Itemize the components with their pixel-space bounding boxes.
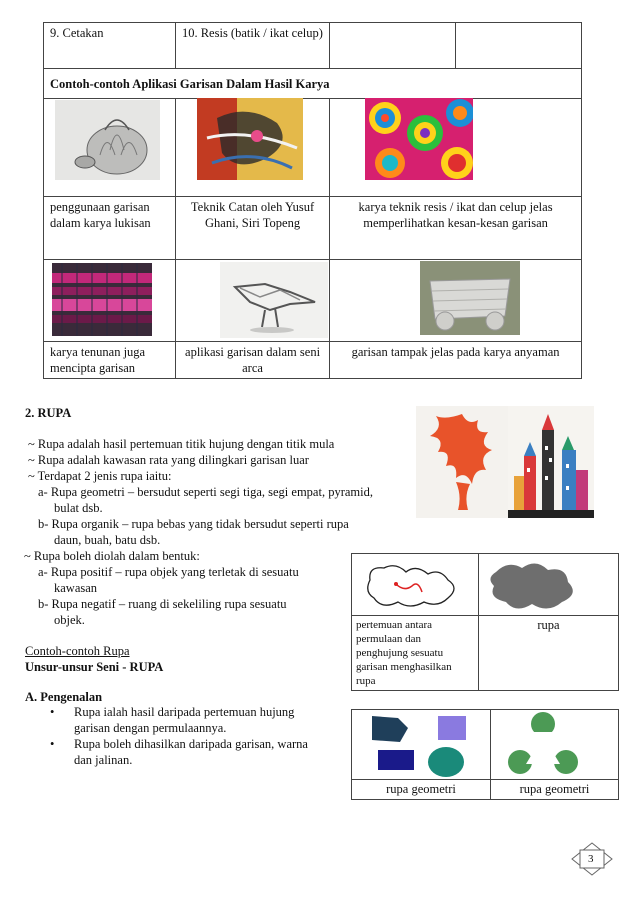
bullet-dot-1: • xyxy=(50,705,55,719)
rupa-line-2: ~ Rupa adalah kawasan rata yang dilingkari garisan luar xyxy=(28,453,309,467)
rupa-line-6: b- Rupa organik – rupa bebas yang tidak bersudut seperti rupa xyxy=(38,517,349,531)
basket-image xyxy=(420,261,520,335)
rupa-line-5: bulat dsb. xyxy=(54,501,103,515)
caption-lukisan: penggunaan garisan dalam karya lukisan xyxy=(44,197,176,260)
tie-dye-image xyxy=(365,98,473,180)
organic-shape-art-image xyxy=(416,406,508,518)
bullet-dot-2: • xyxy=(50,737,55,751)
negative-triangle-image xyxy=(508,712,578,778)
rupa-line-4: a- Rupa geometri – bersudut seperti segi tiga, segi empat, pyramid, xyxy=(38,485,373,499)
pengenalan-heading: A. Pengenalan xyxy=(25,690,103,704)
caption-arca: aplikasi garisan dalam seni arca xyxy=(175,342,329,379)
bird-sculpture-image xyxy=(220,262,328,338)
caption-resis: karya teknik resis / ikat dan celup jelas memperlihatkan kesan-kesan garisan xyxy=(330,197,582,260)
geometric-shapes-image xyxy=(368,714,468,780)
bullet-1-line-1: Rupa ialah hasil daripada pertemuan hujung xyxy=(74,705,295,719)
contoh-rupa-link[interactable]: Contoh-contoh Rupa xyxy=(25,644,130,658)
rupa-heading: 2. RUPA xyxy=(25,406,72,420)
cell-cetakan: 9. Cetakan xyxy=(44,23,176,69)
organic-blob-image xyxy=(482,558,582,614)
cell-resis: 10. Resis (batik / ikat celup) xyxy=(175,23,329,69)
box2-caption-right: rupa geometri xyxy=(491,780,619,800)
table-heading: Contoh-contoh Aplikasi Garisan Dalam Hasil Karya xyxy=(44,69,582,99)
geometric-city-art-image xyxy=(508,406,594,518)
box2-caption-left: rupa geometri xyxy=(352,780,491,800)
page-number: 3 xyxy=(588,853,594,865)
unsur-seni-link[interactable]: Unsur-unsur Seni - RUPA xyxy=(25,660,164,674)
rupa-line-12: objek. xyxy=(54,613,85,627)
rupa-line-11: b- Rupa negatif – ruang di sekeliling rupa sesuatu xyxy=(38,597,287,611)
rupa-line-10: kawasan xyxy=(54,581,98,595)
garlic-drawing-image xyxy=(55,100,160,180)
weaving-image xyxy=(52,263,152,336)
caption-catan: Teknik Catan oleh Yusuf Ghani, Siri Topeng xyxy=(175,197,329,260)
box1-caption-left: pertemuan antara permulaan dan penghujung sesuatu garisan menghasilkan rupa xyxy=(352,616,479,691)
bullet-2-line-1: Rupa boleh dihasilkan daripada garisan, warna xyxy=(74,737,308,751)
bullet-2-line-2: dan jalinan. xyxy=(74,753,133,767)
rupa-line-3: ~ Terdapat 2 jenis rupa iaitu: xyxy=(28,469,172,483)
rupa-line-1: ~ Rupa adalah hasil pertemuan titik hujung dengan titik mula xyxy=(28,437,335,451)
closed-line-shape-image xyxy=(360,558,468,614)
cell-empty-1 xyxy=(330,23,456,69)
rupa-line-9: a- Rupa positif – rupa objek yang terletak di sesuatu xyxy=(38,565,299,579)
caption-anyaman: garisan tampak jelas pada karya anyaman xyxy=(330,342,582,379)
caption-tenunan: karya tenunan juga mencipta garisan xyxy=(44,342,176,379)
bullet-1-line-2: garisan dengan permulaannya. xyxy=(74,721,227,735)
rupa-line-7: daun, buah, batu dsb. xyxy=(54,533,161,547)
rupa-line-8: ~ Rupa boleh diolah dalam bentuk: xyxy=(24,549,200,563)
cell-empty-2 xyxy=(456,23,582,69)
box1-caption-right: rupa xyxy=(479,616,619,691)
mask-painting-image xyxy=(197,98,303,180)
